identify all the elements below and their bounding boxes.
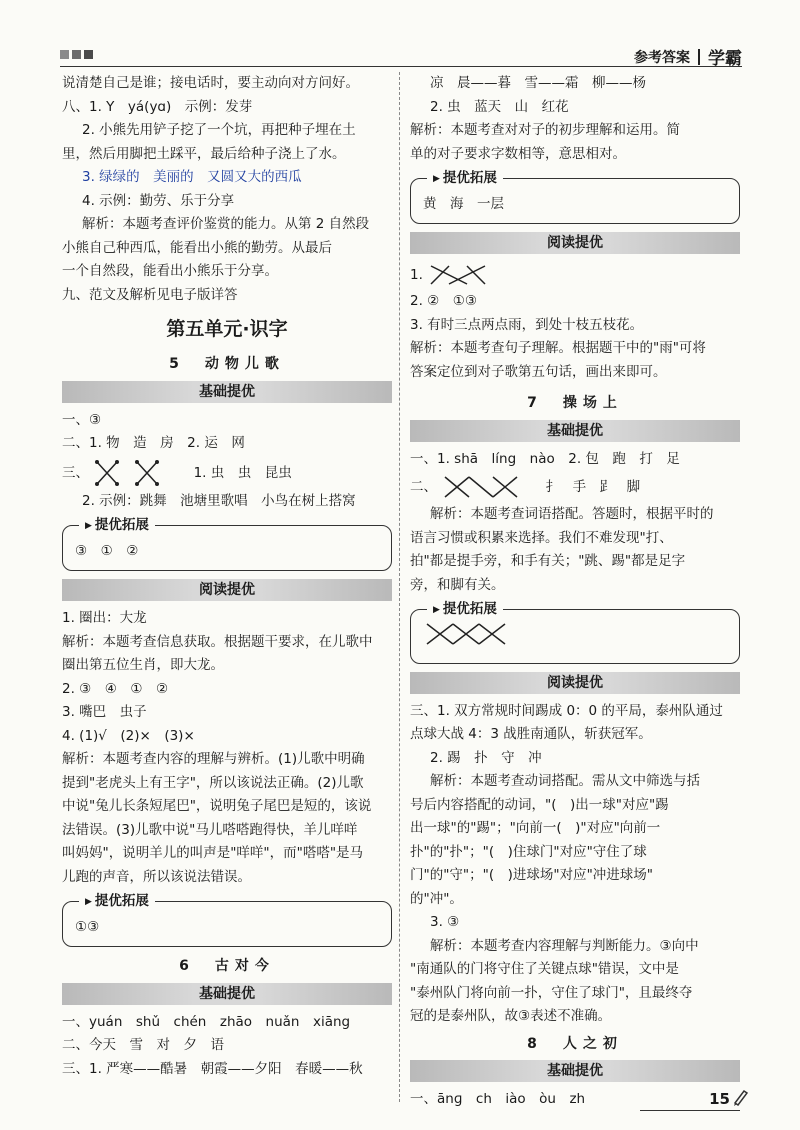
text-line: 1. 虫 虫 昆虫 (193, 464, 292, 481)
text-line: "南通队的门将守住了关键点球"错误，文中是 (410, 961, 679, 977)
section-bar: 基础提优 (62, 983, 392, 1005)
matching-lines-icon (441, 473, 525, 501)
matching-lines-icon (427, 262, 497, 288)
text-line: 号后内容搭配的动词，"( )出一球"对应"踢 (410, 796, 669, 813)
extension-answer: ③ ① ② (75, 543, 139, 559)
text-line: 2. ③ ④ ① ② (62, 680, 169, 697)
text-line: 扌 手 𧾷 脚 (545, 479, 641, 495)
extension-box (410, 170, 740, 224)
lesson-title: 6 古对今 (179, 958, 275, 974)
extension-box (410, 601, 740, 664)
text-line: 二、1. 物 造 房 2. 运 网 (62, 435, 245, 451)
text-line: 2. 踢 扑 守 冲 (430, 749, 542, 766)
extension-answer: 黄 海 一层 (423, 196, 504, 212)
text-line: 3. 绿绿的 美丽的 又圆又大的西瓜 (82, 169, 302, 185)
column-divider (399, 72, 400, 1102)
text-line: 三、1. 双方常规时间踢成 0：0 的平局，泰州队通过 (410, 702, 723, 719)
matching-line (62, 456, 392, 490)
left-column (62, 72, 392, 1081)
text-line: 说清楚自己是谁；接电话时，要主动向对方问好。 (62, 75, 359, 91)
section-bar: 阅读提优 (410, 672, 740, 694)
matching-line (410, 260, 740, 290)
text-line: 一、1. shā líng nào 2. 包 跑 打 足 (410, 450, 680, 467)
text-line: 出一球"的"踢"；"向前一( )"对应"向前一 (410, 820, 661, 836)
text-line: 4. (1)√ (2)× (3)× (62, 727, 195, 744)
text-line: 八、1. Y yá(yɑ) 示例：发芽 (62, 98, 253, 115)
lesson-title: 8 人之初 (527, 1035, 623, 1052)
section-bar: 基础提优 (410, 1060, 740, 1082)
unit-title: 第五单元·识字 (166, 318, 288, 340)
text-line: 单的对子要求字数相等，意思相对。 (410, 145, 626, 162)
text-line: 3. ③ (430, 914, 460, 930)
matching-lines-icon (93, 458, 175, 488)
item-prefix: 1. (410, 267, 423, 283)
text-line: 3. 有时三点两点雨，到处十枝五枝花。 (410, 316, 644, 333)
lesson-title: 5 动物儿歌 (169, 356, 285, 372)
text-line: 三、1. 严寒——酷暑 朝霞——夕阳 春暖——秋 (62, 1060, 363, 1077)
item-prefix: 二、 (410, 479, 437, 495)
text-line: 2. 示例：跳舞 池塘里歌唱 小鸟在树上搭窝 (82, 492, 356, 509)
text-line: 一、ānɡ ch iào òu zh (410, 1091, 586, 1107)
text-line: 扑"的"扑"；"( )住球门"对应"守住了球 (410, 843, 647, 860)
analysis-line: 解析：本题考查内容的理解与辨析。(1)儿歌中明确 (62, 751, 365, 767)
header-rule (60, 66, 742, 67)
extension-label: ▶ 提优拓展 (427, 168, 503, 190)
extension-box (62, 893, 392, 947)
section-bar: 基础提优 (62, 381, 392, 403)
header-decoration (60, 50, 93, 59)
text-line: 4. 示例：勤劳、乐于分享 (82, 192, 235, 209)
text-line: 语言习惯或积累来选择。我们不难发现"打、 (410, 529, 673, 546)
text-line: 的"冲"。 (410, 890, 463, 907)
extension-label: ▶ 提优拓展 (79, 891, 155, 913)
text-line: 2. ② ①③ (410, 293, 477, 309)
footer-rule (640, 1110, 740, 1111)
text-line: 2. 小熊先用铲子挖了一个坑，再把种子埋在土 (82, 122, 356, 138)
right-column (410, 72, 740, 1112)
matching-line (410, 471, 740, 503)
text-line: "泰州队门将向前一扑，守住了球门"，且最终夺 (410, 984, 693, 1001)
text-line: 拍"都是提手旁，和手有关；"跳、踢"都是足字 (410, 553, 686, 569)
text-line: 提到"老虎头上有王字"，所以该说法正确。(2)儿歌 (62, 774, 364, 791)
pencil-icon (732, 1088, 748, 1106)
text-line: 旁，和脚有关。 (410, 576, 505, 593)
lesson-title: 7 操场上 (527, 395, 623, 411)
analysis-line: 解析：本题考查动词搭配。需从文中筛选与括 (430, 773, 700, 789)
text-line: 一、yuán shǔ chén zhāo nuǎn xiāng (62, 1013, 351, 1030)
extension-answer: ①③ (75, 919, 100, 935)
text-line: 3. 嘴巴 虫子 (62, 704, 147, 720)
header-separator (698, 49, 700, 65)
analysis-line: 解析：本题考查对对子的初步理解和运用。简 (410, 122, 680, 138)
text-line: 里，然后用脚把土踩平，最后给种子浇上了水。 (62, 145, 346, 162)
text-line: 法错误。(3)儿歌中说"马儿嗒嗒跑得快，羊儿咩咩 (62, 821, 358, 838)
analysis-line: 解析：本题考查评价鉴赏的能力。从第 2 自然段 (82, 216, 370, 232)
text-line: 九、范文及解析见电子版详答 (62, 286, 238, 303)
analysis-line: 解析：本题考查信息获取。根据题干要求，在儿歌中 (62, 633, 373, 650)
text-line: 中说"兔儿长条短尾巴"，说明兔子尾巴是短的，该说 (62, 798, 372, 814)
text-line: 凉 晨——暮 雪——霜 柳——杨 (430, 75, 646, 91)
text-line: 点球大战 4：3 战胜南通队，斩获冠军。 (410, 726, 652, 742)
header-brand: 学霸 (708, 49, 742, 69)
analysis-line: 解析：本题考查内容理解与判断能力。③向中 (430, 937, 699, 954)
text-line: 门"的"守"；"( )进球场"对应"冲进球场" (410, 867, 653, 883)
extension-box (62, 517, 392, 571)
header-section: 参考答案 (634, 49, 690, 66)
section-bar: 阅读提优 (62, 579, 392, 601)
matching-lines-icon (423, 620, 533, 648)
text-line: 一个自然段，能看出小熊乐于分享。 (62, 263, 278, 279)
text-line: 一、③ (62, 411, 102, 428)
page-number: 15 (709, 1090, 730, 1108)
text-line: 小熊自己种西瓜，能看出小熊的勤劳。从最后 (62, 239, 332, 256)
text-line: 1. 圈出：大龙 (62, 610, 147, 626)
section-bar: 阅读提优 (410, 232, 740, 254)
text-line: 圈出第五位生肖，即大龙。 (62, 657, 224, 673)
text-line: 儿跑的声音，所以该说法错误。 (62, 868, 251, 885)
text-line: 二、今天 雪 对 夕 语 (62, 1037, 224, 1053)
extension-label: ▶ 提优拓展 (427, 599, 503, 621)
item-prefix: 三、 (62, 464, 89, 481)
extension-label: ▶ 提优拓展 (79, 515, 155, 537)
analysis-line: 解析：本题考查词语搭配。答题时，根据平时的 (430, 506, 714, 522)
text-line: 冠的是泰州队，故③表述不准确。 (410, 1008, 612, 1024)
analysis-line: 解析：本题考查句子理解。根据题干中的"雨"可将 (410, 340, 706, 356)
text-line: 答案定位到对子歌第五句话，画出来即可。 (410, 363, 667, 380)
text-line: 2. 虫 蓝天 山 红花 (430, 98, 569, 115)
section-bar: 基础提优 (410, 420, 740, 442)
text-line: 叫妈妈"，说明羊儿的叫声是"咩咩"，而"嗒嗒"是马 (62, 845, 364, 861)
